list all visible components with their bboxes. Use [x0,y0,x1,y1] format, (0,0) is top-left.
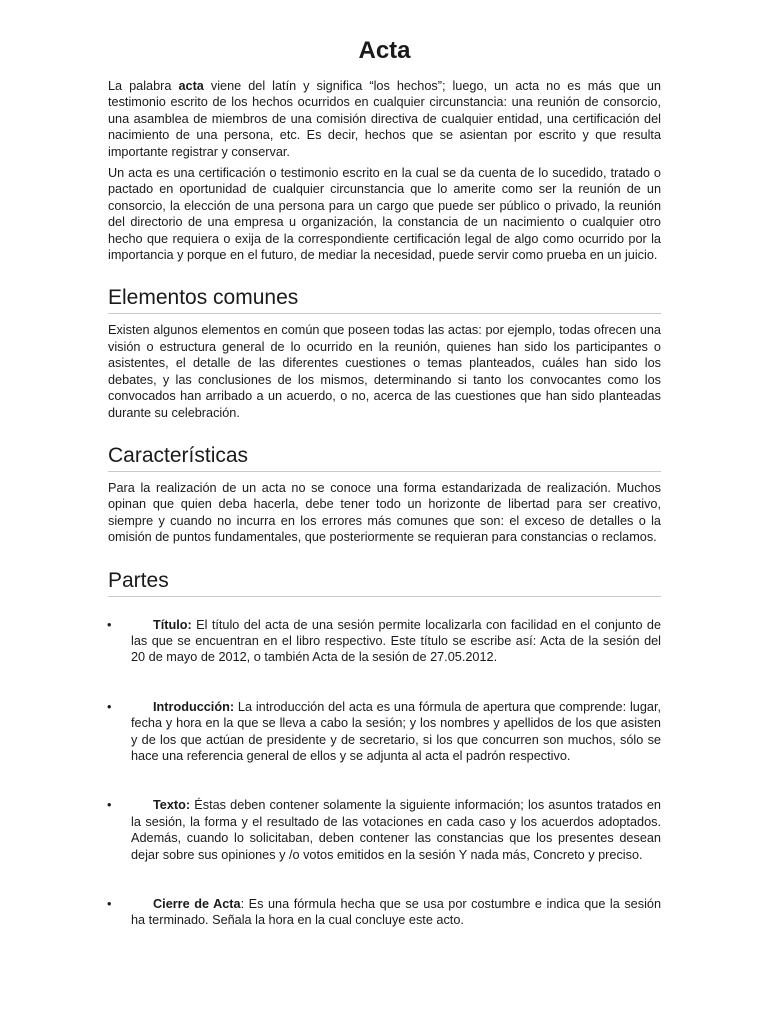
intro-p1-after: viene del latín y significa “los hechos”; luego, un acta no es más que un testimonio escrito de los hechos ocurridos en cualquier circunstancia: una reunión de consorcio, una asamblea de miembros de una comisión directiva de cualquier entidad, una certificación del nacimiento de una persona, etc. Es decir, hechos que se asientan por escrito y que resulta importante registrar y conservar. [108,79,661,159]
bullet-icon: • [107,897,112,911]
list-item-body: El título del acta de una sesión permite localizarla con facilidad en el conjunto de las que se encuentran en el libro respectivo. Este título se escribe así: Acta de la sesión del 20 de mayo de 2012, o también Acta de la sesión de 27.05.2012. [131,617,661,665]
list-item-body: La introducción del acta es una fórmula de apertura que comprende: lugar, fecha y hora en la que se lleva a cabo la sesión; y los nombres y apellidos de los que asisten y de los que actúan de presidente y de secretario, si los que concurren son muchos, sólo se hace una referencia general de ellos y se adjunta al acta el padrón respectivo. [131,699,661,763]
intro-paragraph-1 [108,78,661,160]
intro-p1-before: La palabra [108,79,179,93]
list-item [108,797,661,863]
section-body-caracteristicas: Para la realización de un acta no se conoce una forma estandarizada de realización. Muchos opinan que quien deba hacerla, debe tener todo un horizonte de libertad para ser creativo, siempre y cuando no incurra en los errores más comunes que son: el exceso de detalles o la omisión de puntos fundamentales, que posteriormente se requieran para constancias o reclamos. [108,480,661,545]
intro-p1-bold-term: acta [178,79,204,93]
document-content [108,36,661,929]
bullet-icon: • [107,798,112,813]
partes-list [108,617,661,929]
list-item-text [131,617,661,666]
section-title-partes: Partes [108,567,661,597]
bullet-icon: • [107,617,112,632]
list-item [108,617,661,666]
section-body-elementos: Existen algunos elementos en común que poseen todas las actas: por ejemplo, todas ofrecen una visión o estructura general de lo ocurrido en la reunión, quienes han sido los participantes o asistentes, el detalle de las diferentes cuestiones o temas planteados, cuáles han sido los debates, y las conclusiones de los mismos, determinando si tanto los convocantes como los convocados han arribado a un acuerdo, o no, acerca de las cuestiones que han sido planteadas durante su celebración. [108,323,661,420]
list-item-label: Texto: [153,798,191,813]
list-item-text [131,896,661,929]
intro-paragraph-2: Un acta es una certificación o testimonio escrito en la cual se da cuenta de lo sucedido, tratado o pactado en oportunidad de cualquier circunstancia que lo amerite como ser la reunión de un consorcio, la elección de una persona para un cargo que puede ser público o privado, la reunión del directorio de una empresa u organización, la constancia de un nacimiento o cualquier otro hecho que requiera o exija de la correspondiente certificación legal de algo como ocurrido por la importancia y porque en el futuro, de mediar la necesidad, puede servir como prueba en un juicio. [108,166,661,263]
document-title: Acta [358,37,411,64]
list-item-body: Éstas deben contener solamente la siguiente información; los asuntos tratados en la sesión, la forma y el resultado de las votaciones en cada caso y los acuerdos adoptados. Además, cuando lo solicitaban, deben contener las constancias que los presentes desean dejar sobre sus opiniones y /o votos emitidos en la sesión Y nada más, Concreto y preciso. [131,798,661,862]
section-title-caracteristicas: Características [108,442,661,472]
list-item-label: Cierre de Acta [153,897,241,911]
list-item-body: : Es una fórmula hecha que se usa por costumbre e indica que la sesión ha terminado. Señala la hora en la cual concluye este acto. [131,897,661,928]
section-title-elementos: Elementos comunes [108,284,661,314]
list-item-label: Introducción: [153,699,235,714]
list-item-label: Título: [153,617,192,632]
list-item [108,896,661,929]
list-item-text [131,699,661,765]
bullet-icon: • [107,699,112,714]
list-item [108,699,661,765]
list-item-text [131,797,661,863]
